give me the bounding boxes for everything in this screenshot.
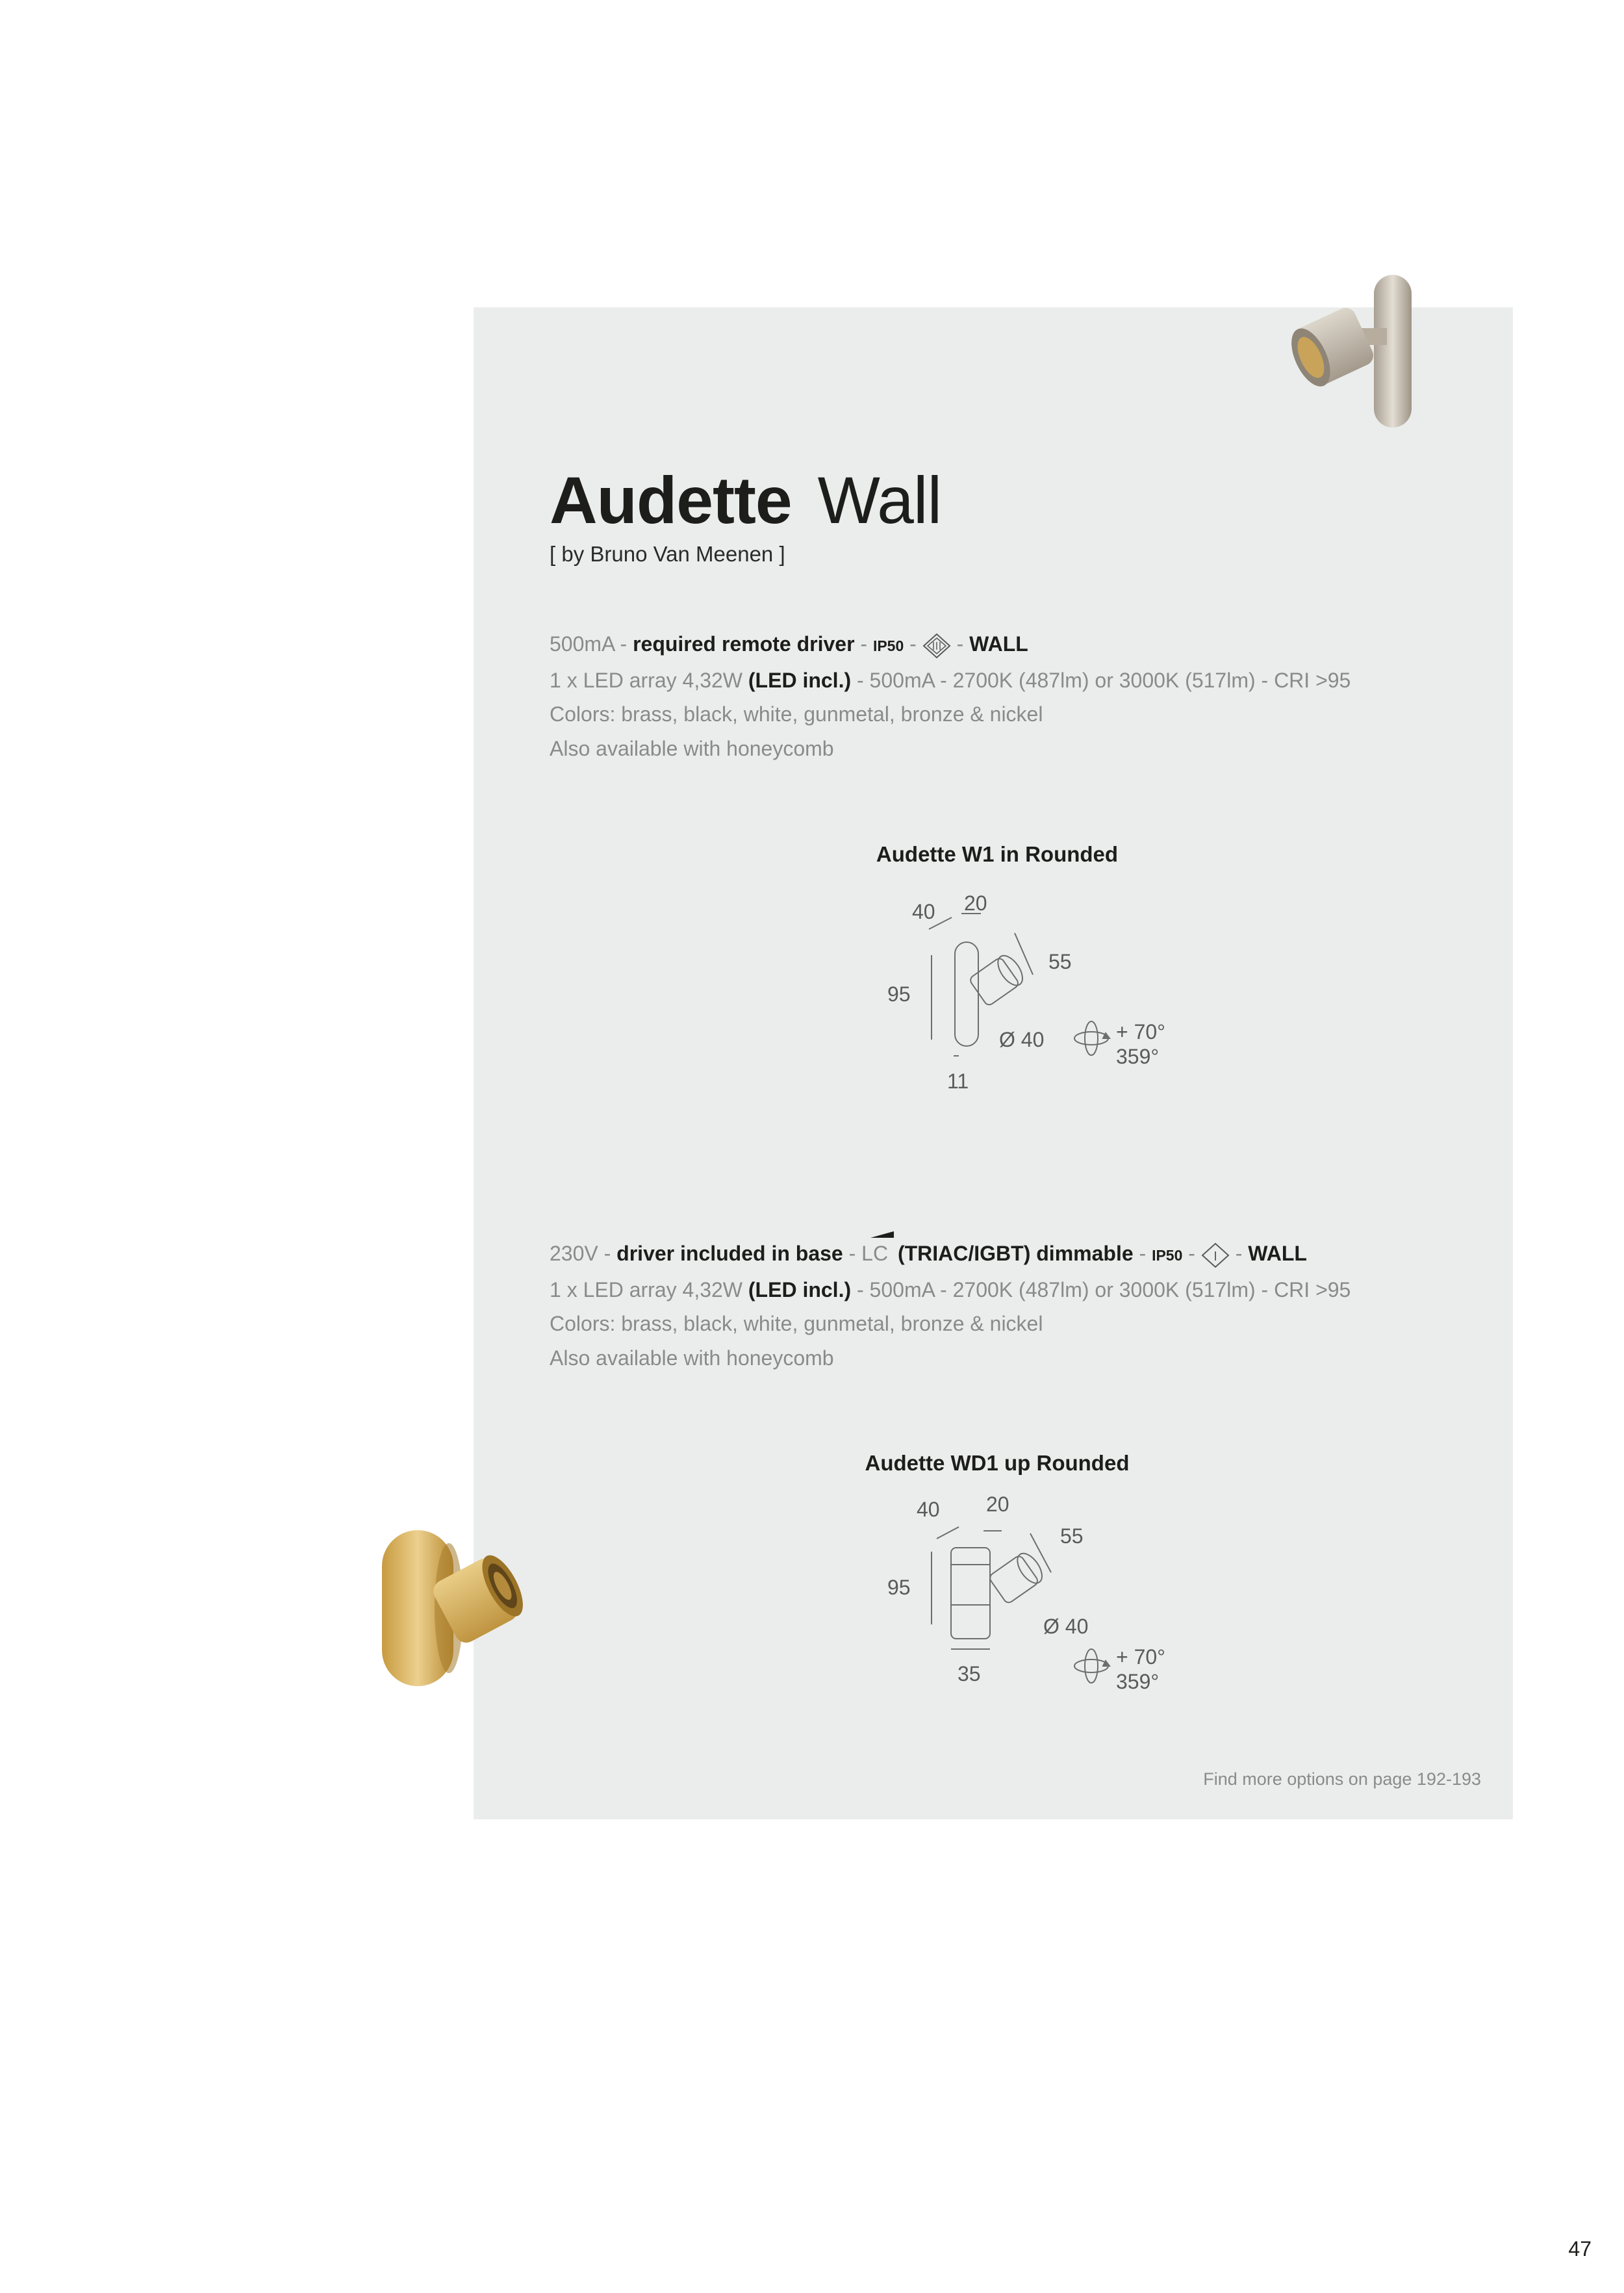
rotation-angle-2: 359° — [1116, 1670, 1160, 1693]
led-text-b-2: (LED incl.) — [748, 1277, 852, 1301]
spec-line-colors-2: Colors: brass, black, white, gunmetal, bronze & nickel — [550, 1312, 1043, 1335]
spec-line-electrical-2: 230V - driver included in base - LC (TRIAC/IGBT) dimmable - IP50 - I - WALL — [550, 1236, 1459, 1273]
more-options-note: Find more options on page 192-193 — [1203, 1769, 1481, 1789]
led-text-b: (LED incl.) — [748, 668, 852, 692]
mount-text: WALL — [969, 632, 1028, 656]
spec-block-w1 — [550, 627, 1459, 765]
nickel-wall-light-photo — [1289, 270, 1432, 432]
dim-height-95-2: 95 — [887, 1576, 911, 1599]
product-title — [550, 461, 941, 539]
voltage-text-2: 230V — [550, 1242, 598, 1265]
class-I-icon — [1201, 1242, 1230, 1268]
brass-wall-light-photo — [379, 1527, 535, 1689]
dim-base-20: 20 — [964, 891, 987, 915]
led-text-c-2: - 500mA - 2700K (487lm) or 3000K (517lm) - CRI >95 — [851, 1277, 1351, 1301]
led-text-a-2: 1 x LED array 4,32W — [550, 1277, 748, 1301]
dimming-text: (TRIAC/IGBT) dimmable — [897, 1242, 1134, 1265]
dim-width-35: 35 — [958, 1662, 981, 1685]
rotation-tilt-icon-2 — [1072, 1646, 1111, 1685]
dim-base-20-2: 20 — [986, 1492, 1009, 1516]
spec-line-led-2 — [550, 1273, 1459, 1307]
spec-line-electrical: 500mA - required remote driver - IP50 - - WALL — [550, 627, 1459, 663]
dim-diameter-2: Ø 40 — [1043, 1615, 1089, 1638]
model-name-wd1: Audette WD1 up Rounded — [865, 1451, 1130, 1475]
model-name-w1: Audette W1 in Rounded — [876, 842, 1119, 866]
driver-text-2: driver included in base — [616, 1242, 843, 1265]
driver-text: required remote driver — [633, 632, 855, 656]
product-title-light: Wall — [817, 463, 942, 537]
rotation-angle: 359° — [1116, 1045, 1160, 1068]
led-text-a: 1 x LED array 4,32W — [550, 668, 748, 692]
rotation-tilt-icon — [1072, 1019, 1111, 1058]
dim-depth-40-2: 40 — [917, 1498, 940, 1521]
dim-head-55: 55 — [1048, 950, 1072, 973]
class-label: I — [1213, 1249, 1217, 1264]
ip-rating-2: IP50 — [1152, 1247, 1183, 1264]
tilt-angle-2: + 70° — [1116, 1645, 1165, 1669]
dim-height-95: 95 — [887, 982, 911, 1006]
spec-line-honeycomb-2: Also available with honeycomb — [550, 1346, 834, 1370]
page-number: 47 — [1568, 2237, 1592, 2261]
dim-depth-40: 40 — [912, 900, 935, 923]
dim-diameter: Ø 40 — [999, 1028, 1045, 1051]
leading-edge-dimming-icon — [861, 1236, 888, 1271]
product-title-bold: Audette — [550, 463, 792, 537]
class-III-icon — [922, 633, 951, 659]
mount-text-2: WALL — [1248, 1242, 1307, 1265]
lc-label: LC — [861, 1242, 889, 1265]
spec-block-wd1 — [550, 1236, 1459, 1375]
led-text-c: - 500mA - 2700K (487lm) or 3000K (517lm) - CRI >95 — [851, 668, 1351, 692]
spec-line-led — [550, 663, 1459, 698]
voltage-text: 500mA — [550, 632, 615, 656]
spec-line-honeycomb: Also available with honeycomb — [550, 736, 834, 760]
dim-plate-11: 11 — [947, 1070, 969, 1093]
tilt-angle: + 70° — [1116, 1020, 1165, 1044]
designer-credit: [ by Bruno Van Meenen ] — [550, 542, 785, 566]
dim-head-55-2: 55 — [1060, 1524, 1084, 1548]
spec-line-colors: Colors: brass, black, white, gunmetal, bronze & nickel — [550, 702, 1043, 726]
ip-rating: IP50 — [872, 637, 904, 654]
